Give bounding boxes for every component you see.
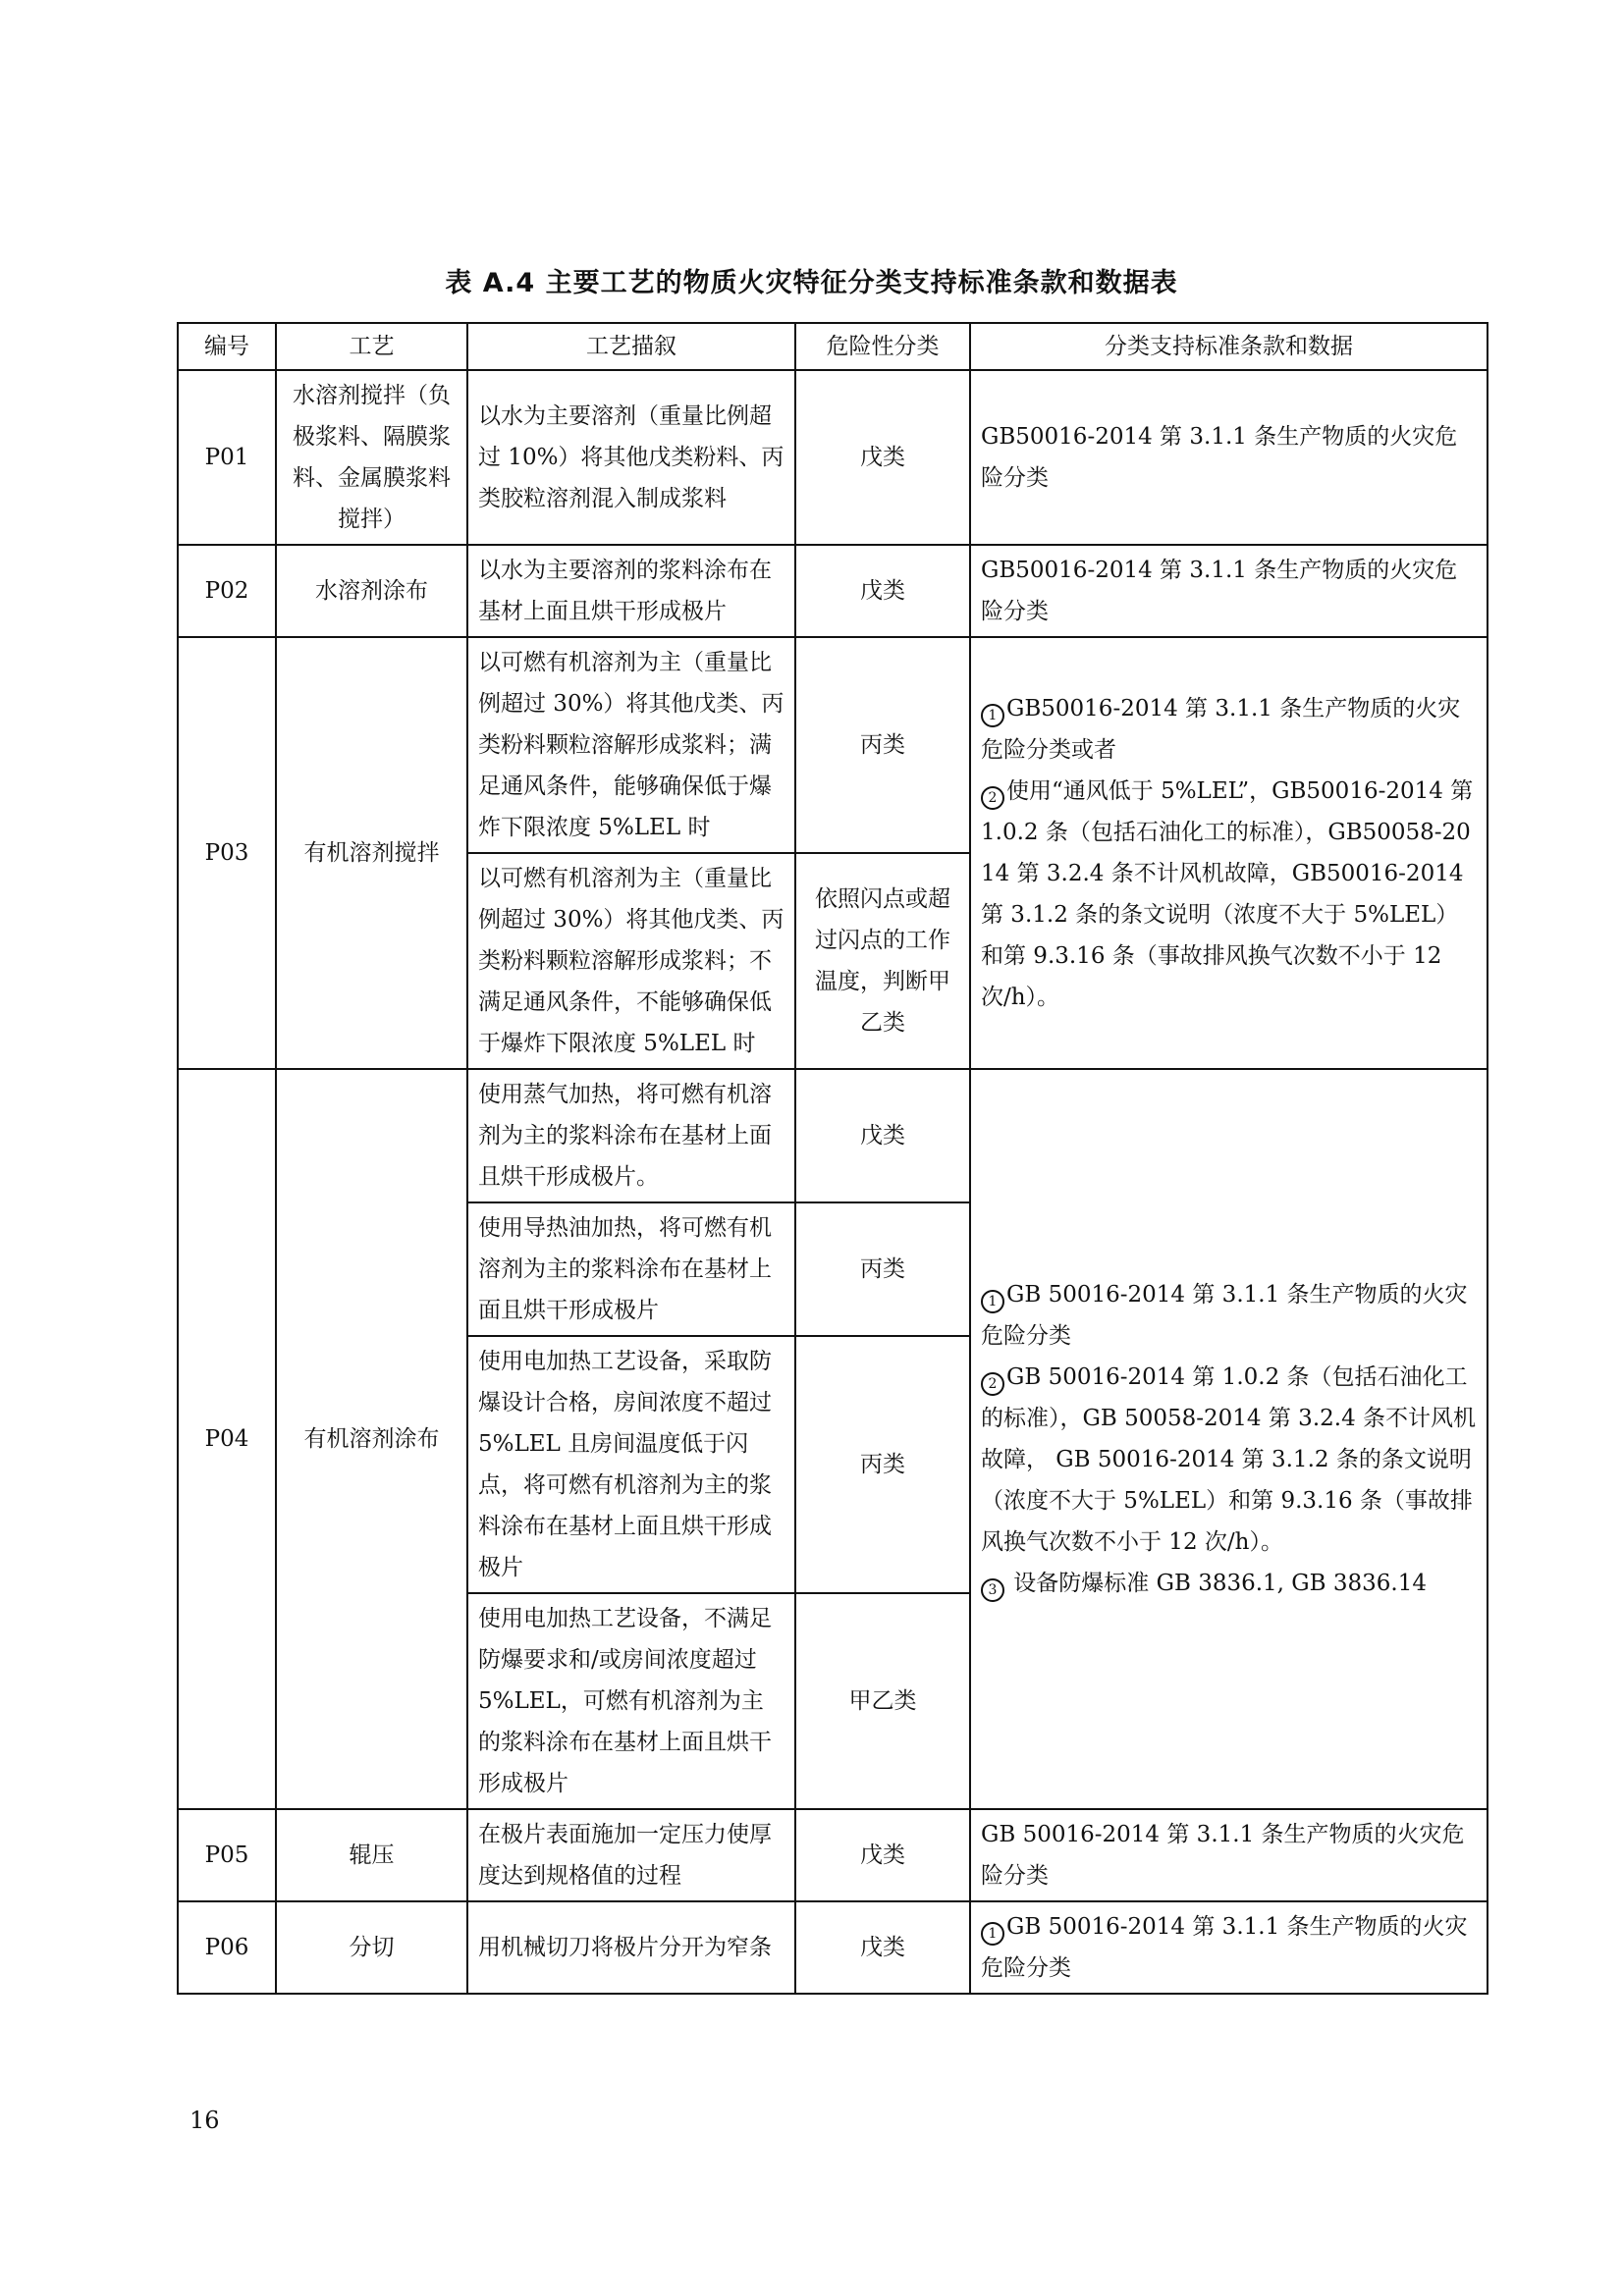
page-number: 16 (189, 2107, 220, 2134)
row-standard: GB50016-2014 第 3.1.1 条生产物质的火灾危险分类 (970, 370, 1488, 545)
row-hazard-class: 戊类 (795, 1069, 970, 1202)
row-hazard-class: 丙类 (795, 1202, 970, 1336)
row-id: P03 (178, 637, 276, 1069)
row-hazard-class: 甲乙类 (795, 1593, 970, 1809)
row-hazard-class: 依照闪点或超过闪点的工作温度，判断甲乙类 (795, 853, 970, 1069)
row-id: P01 (178, 370, 276, 545)
row-description: 使用电加热工艺设备，采取防爆设计合格，房间浓度不超过 5%LEL 且房间温度低于闪点，将可燃有机溶剂为主的浆料涂布在基材上面且烘干形成极片 (467, 1336, 795, 1593)
standard-item-2: 使用“通风低于 5%LEL”，GB50016-2014 第 1.0.2 条（包括石油化工的标准），GB50058-2014 第 3.2.4 条不计风机故障，GB50016-2014 第 3.1.2 条的条文说明（浓度不大于 5%LEL）和第 9.3.16 条（事故排风换气次数不小于 12 次/h）。 (981, 778, 1474, 1010)
row-hazard-class: 戊类 (795, 370, 970, 545)
standard-item-1: GB 50016-2014 第 3.1.1 条生产物质的火灾危险分类 (981, 1282, 1468, 1349)
header-id: 编号 (178, 323, 276, 370)
header-description: 工艺描叙 (467, 323, 795, 370)
table-row-p01 (178, 370, 1488, 545)
row-standard: GB 50016-2014 第 3.1.1 条生产物质的火灾危险分类 (970, 1809, 1488, 1901)
standard-item-1: GB50016-2014 第 3.1.1 条生产物质的火灾危险分类或者 (981, 696, 1461, 763)
row-description: 以可燃有机溶剂为主（重量比例超过 30%）将其他戊类、丙类粉料颗粒溶解形成浆料；满足通风条件，能够确保低于爆炸下限浓度 5%LEL 时 (467, 637, 795, 853)
row-standard (970, 1069, 1488, 1809)
table-header-row (178, 323, 1488, 370)
table-row-p02 (178, 545, 1488, 637)
circled-number-icon: 1 (981, 704, 1004, 727)
row-process: 有机溶剂涂布 (276, 1069, 467, 1809)
header-standard: 分类支持标准条款和数据 (970, 323, 1488, 370)
standard-item-1: GB 50016-2014 第 3.1.1 条生产物质的火灾危险分类 (981, 1914, 1468, 1981)
row-standard (970, 1901, 1488, 1994)
classification-table (177, 322, 1488, 1995)
table-row-p04 (178, 1069, 1488, 1202)
row-process: 水溶剂搅拌（负极浆料、隔膜浆料、金属膜浆料搅拌） (276, 370, 467, 545)
row-description: 使用电加热工艺设备，不满足防爆要求和/或房间浓度超过 5%LEL，可燃有机溶剂为主的浆料涂布在基材上面且烘干形成极片 (467, 1593, 795, 1809)
row-hazard-class: 丙类 (795, 637, 970, 853)
table-row-p05 (178, 1809, 1488, 1901)
row-hazard-class: 戊类 (795, 1901, 970, 1994)
row-description: 用机械切刀将极片分开为窄条 (467, 1901, 795, 1994)
row-process: 分切 (276, 1901, 467, 1994)
row-standard (970, 637, 1488, 1069)
row-id: P06 (178, 1901, 276, 1994)
row-id: P04 (178, 1069, 276, 1809)
standard-item-2: GB 50016-2014 第 1.0.2 条（包括石油化工的标准），GB 50058-2014 第 3.2.4 条不计风机故障， GB 50016-2014 第 3.1.2 条的条文说明（浓度不大于 5%LEL）和第 9.3.16 条（事故排风换气次数不小于 12 次/h）。 (981, 1364, 1477, 1555)
row-hazard-class: 丙类 (795, 1336, 970, 1593)
circled-number-icon: 3 (981, 1578, 1004, 1602)
circled-number-icon: 1 (981, 1922, 1004, 1946)
table-caption: 表 A.4 主要工艺的物质火灾特征分类支持标准条款和数据表 (445, 268, 1178, 298)
row-hazard-class: 戊类 (795, 545, 970, 637)
row-description: 在极片表面施加一定压力使厚度达到规格值的过程 (467, 1809, 795, 1901)
row-process: 水溶剂涂布 (276, 545, 467, 637)
circled-number-icon: 1 (981, 1290, 1004, 1313)
standard-item-3: 设备防爆标准 GB 3836.1, GB 3836.14 (1006, 1571, 1428, 1596)
row-description: 以水为主要溶剂的浆料涂布在基材上面且烘干形成极片 (467, 545, 795, 637)
row-description: 以可燃有机溶剂为主（重量比例超过 30%）将其他戊类、丙类粉料颗粒溶解形成浆料；不满足通风条件，不能够确保低于爆炸下限浓度 5%LEL 时 (467, 853, 795, 1069)
row-process: 辊压 (276, 1809, 467, 1901)
row-description: 使用蒸气加热，将可燃有机溶剂为主的浆料涂布在基材上面且烘干形成极片。 (467, 1069, 795, 1202)
circled-number-icon: 2 (981, 786, 1004, 810)
row-description: 使用导热油加热，将可燃有机溶剂为主的浆料涂布在基材上面且烘干形成极片 (467, 1202, 795, 1336)
table-row-p06 (178, 1901, 1488, 1994)
table-row-p03 (178, 637, 1488, 853)
row-id: P02 (178, 545, 276, 637)
row-description: 以水为主要溶剂（重量比例超过 10%）将其他戊类粉料、丙类胶粒溶剂混入制成浆料 (467, 370, 795, 545)
row-id: P05 (178, 1809, 276, 1901)
header-process: 工艺 (276, 323, 467, 370)
row-process: 有机溶剂搅拌 (276, 637, 467, 1069)
circled-number-icon: 2 (981, 1372, 1004, 1396)
row-hazard-class: 戊类 (795, 1809, 970, 1901)
header-hazard-class: 危险性分类 (795, 323, 970, 370)
row-standard: GB50016-2014 第 3.1.1 条生产物质的火灾危险分类 (970, 545, 1488, 637)
